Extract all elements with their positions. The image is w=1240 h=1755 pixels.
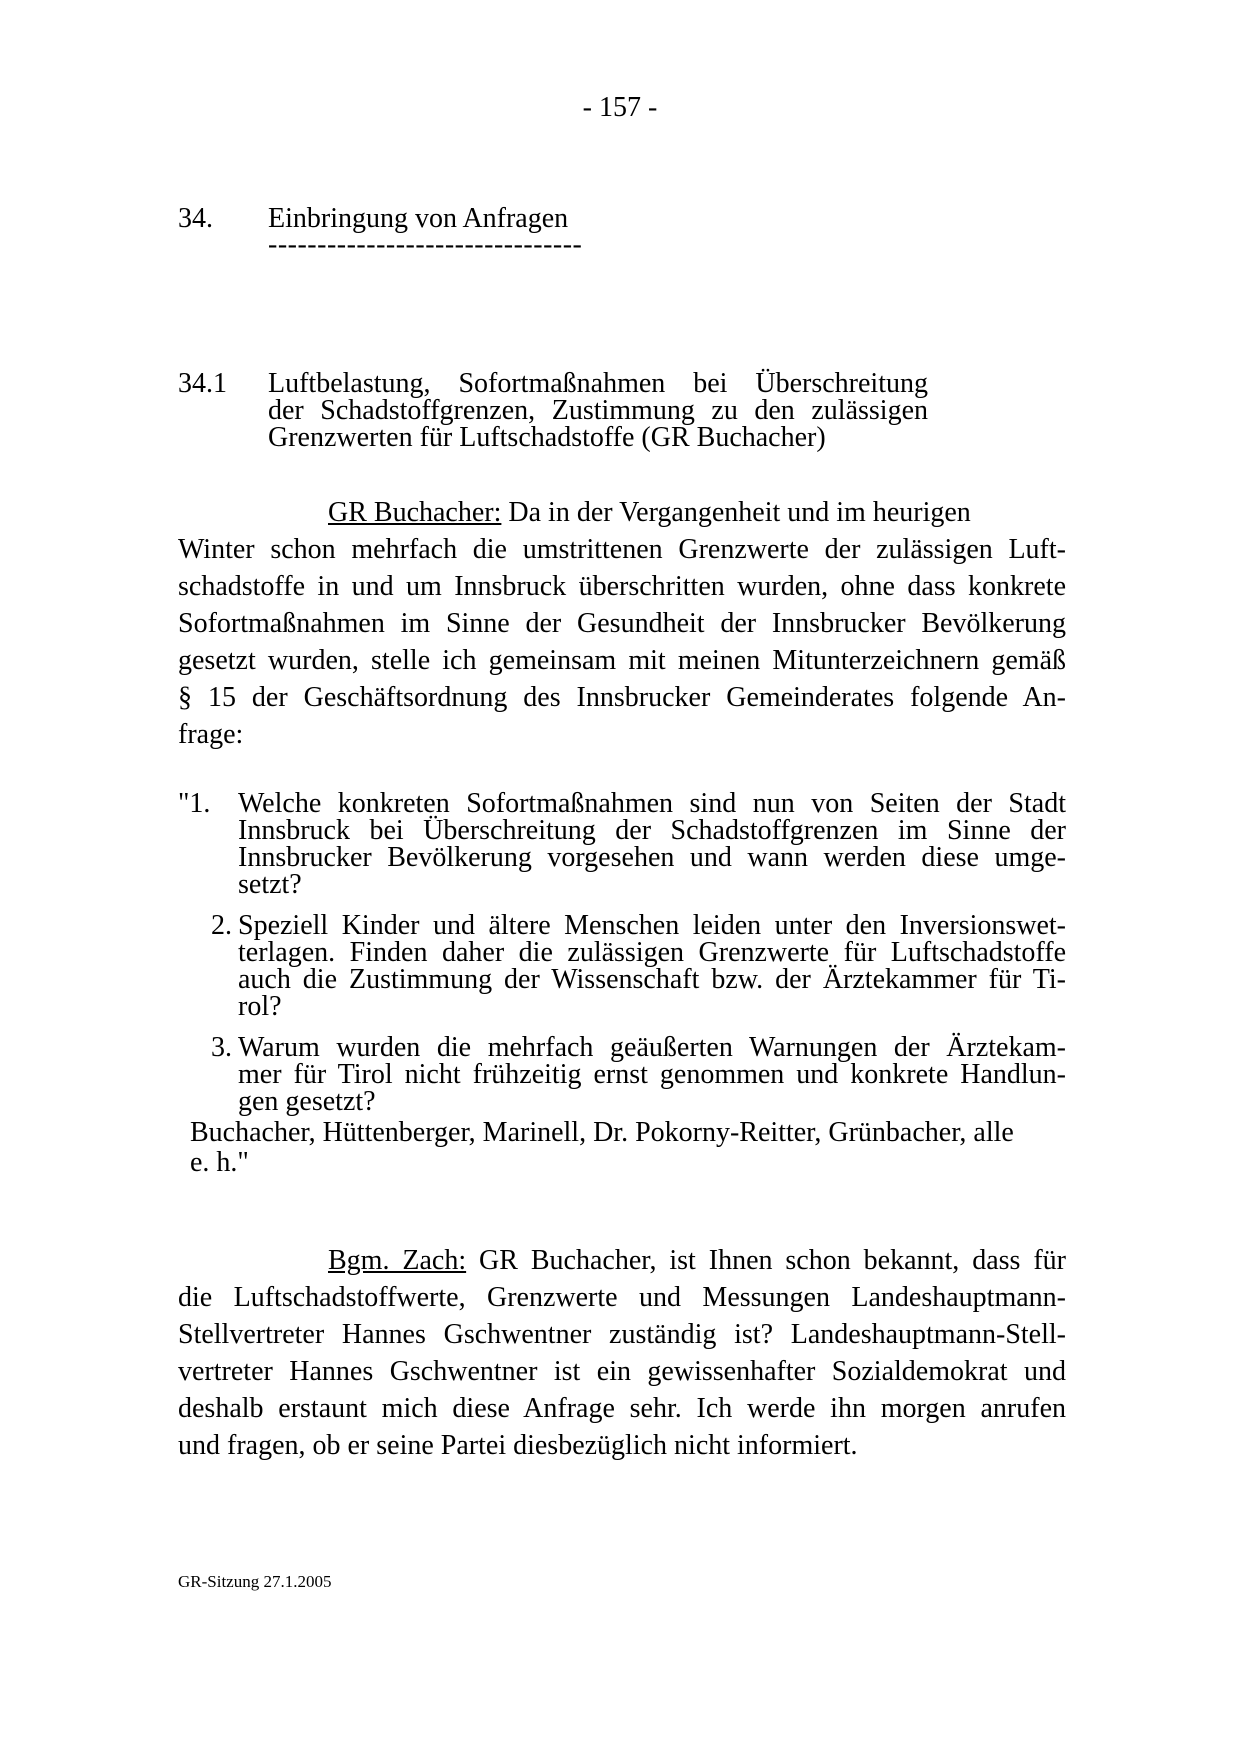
signatures xyxy=(190,1118,1066,1178)
question-line: Innsbruck bei Überschreitung der Schadstoffgrenzen im Sinne der xyxy=(238,815,1066,846)
subsection-title-line: Luftbelastung, Sofortmaßnahmen bei Überschreitung xyxy=(268,368,928,399)
speech-line: frage: xyxy=(178,719,244,750)
question-number: 2. xyxy=(211,910,232,941)
question-number: "1. xyxy=(178,788,211,819)
speaker-name: Bgm. Zach: xyxy=(328,1245,467,1276)
signature-names: Buchacher, Hüttenberger, Marinell, Dr. Pokorny-Reitter, Grünbacher, alle xyxy=(190,1117,1014,1148)
speech-text: Da in der Vergangenheit und im heurigen xyxy=(501,497,971,528)
section-title: Einbringung von Anfragen xyxy=(268,203,569,234)
question-line: auch die Zustimmung der Wissenschaft bzw. der Ärztekammer für Ti- xyxy=(238,964,1066,995)
footer-session-date: GR-Sitzung 27.1.2005 xyxy=(178,1572,332,1591)
speech-line: Winter schon mehrfach die umstrittenen Grenzwerte der zulässigen Luft- xyxy=(178,534,1066,565)
section-title-rule: -------------------------------- xyxy=(268,229,583,260)
question-line: terlagen. Finden daher die zulässigen Grenzwerte für Luftschadstoffe xyxy=(238,937,1066,968)
question-line: gen gesetzt? xyxy=(238,1086,376,1117)
speaker-name: GR Buchacher: xyxy=(328,497,502,528)
question-text xyxy=(238,912,1066,1020)
speech-line: vertreter Hannes Gschwentner ist ein gewissenhafter Sozialdemokrat und xyxy=(178,1356,1066,1387)
speech-line: deshalb erstaunt mich diese Anfrage sehr. Ich werde ihn morgen anrufen xyxy=(178,1393,1066,1424)
signature-note: e. h." xyxy=(190,1147,249,1178)
speech-first-line xyxy=(178,1242,1066,1279)
speech-line: Stellvertreter Hannes Gschwentner zuständig ist? Landeshauptmann-Stell- xyxy=(178,1319,1066,1350)
question-line: Warum wurden die mehrfach geäußerten Warnungen der Ärztekam- xyxy=(238,1032,1066,1063)
speech-zach xyxy=(178,1242,1066,1464)
subsection-number: 34.1 xyxy=(178,368,227,399)
page-number: - 157 - xyxy=(582,92,658,123)
speech-line: gesetzt wurden, stelle ich gemeinsam mit meinen Mitunterzeichnern gemäß xyxy=(178,645,1066,676)
question-line: Innsbrucker Bevölkerung vorgesehen und wann werden diese umge- xyxy=(238,842,1066,873)
question-line: rol? xyxy=(238,991,282,1022)
subsection-title xyxy=(268,370,928,451)
speech-text: GR Buchacher, ist Ihnen schon bekannt, dass für xyxy=(466,1245,1066,1276)
question-item xyxy=(178,912,1066,1020)
speech-buchacher xyxy=(178,494,1066,753)
question-text xyxy=(238,790,1066,898)
question-item xyxy=(178,790,1066,898)
speech-line: die Luftschadstoffwerte, Grenzwerte und Messungen Landeshauptmann- xyxy=(178,1282,1066,1313)
question-list xyxy=(178,790,1066,1129)
speech-first-line xyxy=(178,494,1066,531)
speech-line: schadstoffe in und um Innsbruck überschritten wurden, ohne dass konkrete xyxy=(178,571,1066,602)
speech-line: und fragen, ob er seine Partei diesbezüglich nicht informiert. xyxy=(178,1430,858,1461)
question-line: setzt? xyxy=(238,869,302,900)
subsection-title-line: der Schadstoffgrenzen, Zustimmung zu den zulässigen xyxy=(268,395,928,426)
section-number: 34. xyxy=(178,203,213,234)
question-text xyxy=(238,1034,1066,1115)
subsection-title-line: Grenzwerten für Luftschadstoffe (GR Buchacher) xyxy=(268,422,826,453)
speech-line: § 15 der Geschäftsordnung des Innsbrucker Gemeinderates folgende An- xyxy=(178,682,1066,713)
question-number: 3. xyxy=(211,1032,232,1063)
question-item xyxy=(178,1034,1066,1115)
speech-line: Sofortmaßnahmen im Sinne der Gesundheit der Innsbrucker Bevölkerung xyxy=(178,608,1066,639)
question-line: Speziell Kinder und ältere Menschen leiden unter den Inversionswet- xyxy=(238,910,1066,941)
question-line: mer für Tirol nicht frühzeitig ernst genommen und konkrete Handlun- xyxy=(238,1059,1066,1090)
question-line: Welche konkreten Sofortmaßnahmen sind nun von Seiten der Stadt xyxy=(238,788,1066,819)
